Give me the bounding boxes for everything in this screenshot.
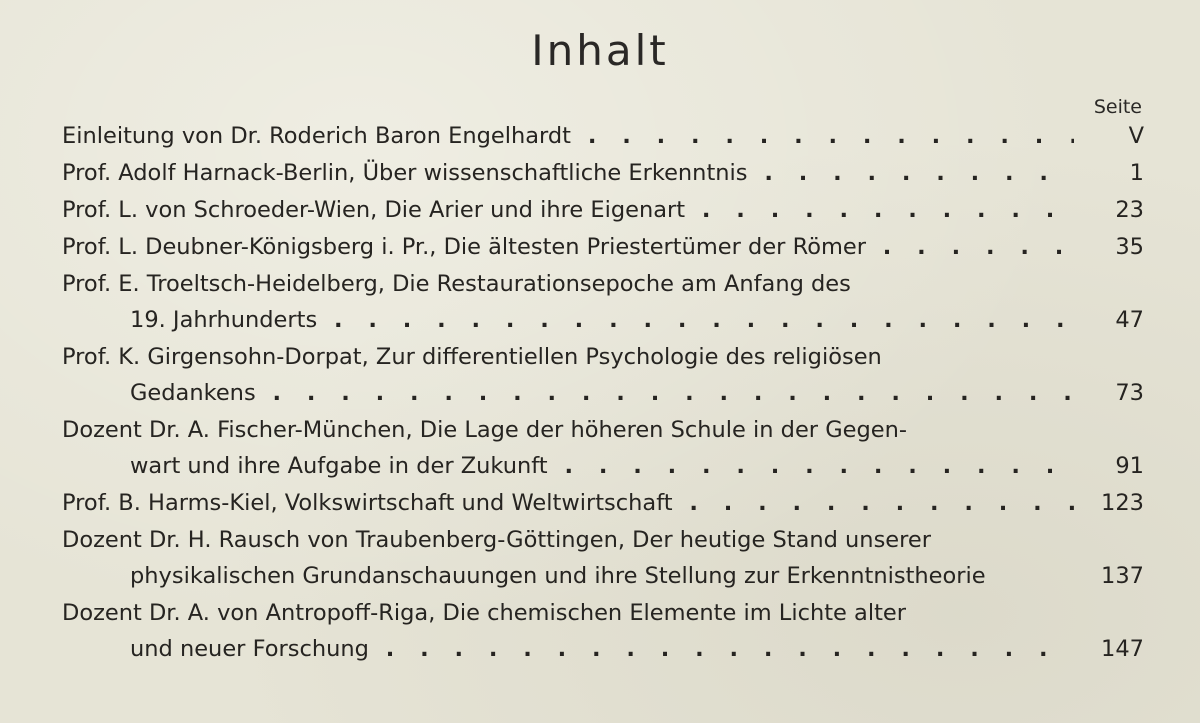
toc-page-number: 73 — [1115, 380, 1144, 406]
toc-entry — [62, 155, 1144, 191]
toc-entry-continuation: 19. Jahrhunderts . . . — [130, 302, 1074, 338]
table-of-contents — [62, 118, 1144, 668]
toc-entry — [62, 339, 1144, 411]
toc-entry-text: Dozent Dr. H. Rausch von Traubenberg-Göttingen, Der heutige Stand unserer — [62, 527, 931, 553]
toc-entry-text: Dozent Dr. A. Fischer-München, Die Lage der höheren Schule in der Gegen- — [62, 417, 907, 443]
toc-entry-continuation: Gedankens . . . — [130, 375, 1074, 411]
toc-page-number: 1 — [1129, 160, 1144, 186]
toc-entry — [62, 266, 1144, 338]
toc-page-number: 123 — [1101, 490, 1144, 516]
toc-page-number: 47 — [1115, 307, 1144, 333]
toc-entry-continuation: wart und ihre Aufgabe in der Zukunft . . . — [130, 448, 1074, 484]
toc-entry — [62, 485, 1144, 521]
toc-entry — [62, 412, 1144, 484]
toc-entry-text: Prof. E. Troeltsch-Heidelberg, Die Restaurationsepoche am Anfang des — [62, 271, 851, 297]
toc-entry — [62, 192, 1144, 228]
toc-entry-text: Prof. L. von Schroeder-Wien, Die Arier und ihre Eigenart . . . — [62, 192, 1074, 228]
toc-entry-continuation: physikalischen Grundanschauungen und ihre Stellung zur Erkenntnistheorie — [130, 563, 986, 589]
toc-entry — [62, 118, 1144, 154]
toc-entry-continuation: und neuer Forschung . . . — [130, 631, 1074, 667]
toc-entry-text: Prof. B. Harms-Kiel, Volkswirtschaft und Weltwirtschaft . . . — [62, 485, 1074, 521]
toc-page-number: 91 — [1115, 453, 1144, 479]
toc-entry-text: Dozent Dr. A. von Antropoff-Riga, Die chemischen Elemente im Lichte alter — [62, 600, 906, 626]
toc-entry-text: Prof. L. Deubner-Königsberg i. Pr., Die ältesten Priestertümer der Römer . . . — [62, 229, 1074, 265]
toc-page-number: 35 — [1115, 234, 1144, 260]
toc-page-number: 137 — [1101, 563, 1144, 589]
toc-page-number: 147 — [1101, 636, 1144, 662]
toc-entry — [62, 522, 1144, 594]
toc-entry-text: Einleitung von Dr. Roderich Baron Engelhardt . . . — [62, 118, 1074, 154]
toc-page-number: 23 — [1115, 197, 1144, 223]
toc-entry — [62, 595, 1144, 667]
toc-entry — [62, 229, 1144, 265]
page-title: Inhalt — [531, 26, 669, 75]
toc-entry-text: Prof. K. Girgensohn-Dorpat, Zur differentiellen Psychologie des religiösen — [62, 344, 882, 370]
toc-entry-text: Prof. Adolf Harnack-Berlin, Über wissenschaftliche Erkenntnis . . . — [62, 155, 1074, 191]
toc-page-number: V — [1128, 123, 1144, 149]
page-column-header: Seite — [1093, 96, 1142, 118]
